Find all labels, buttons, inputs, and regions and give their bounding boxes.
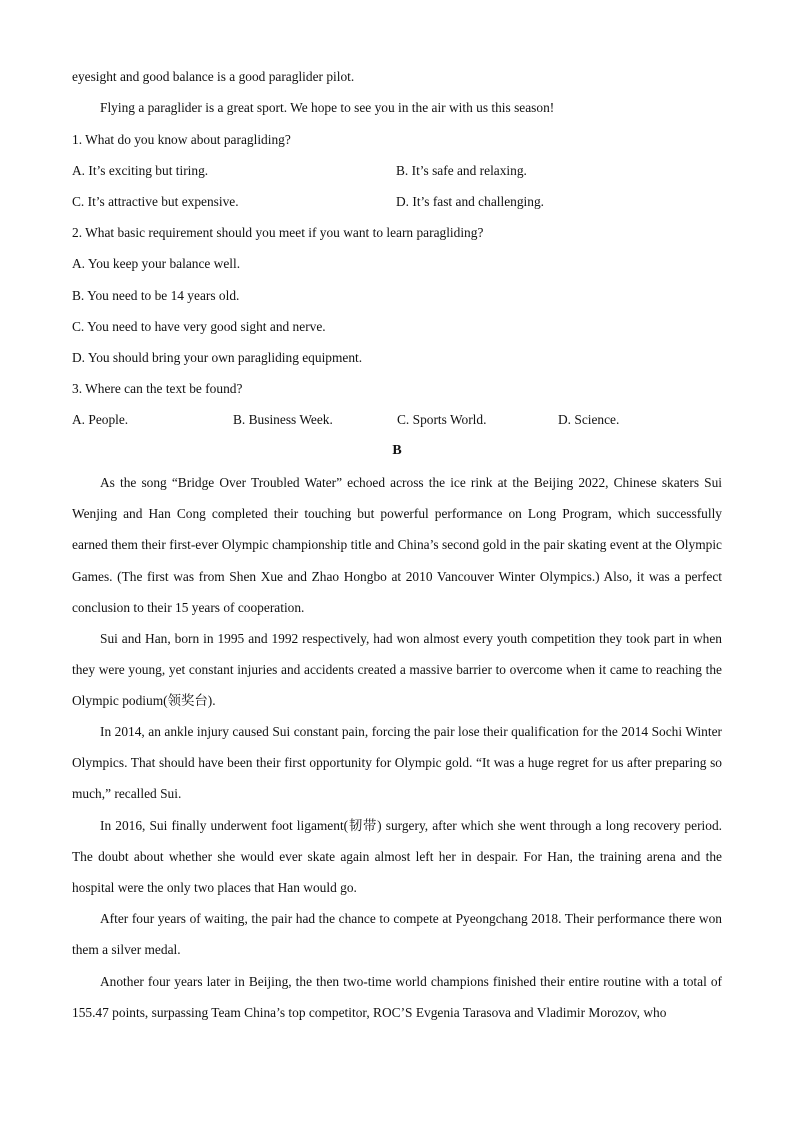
question-3-option-d: D. Science. <box>558 412 620 427</box>
section-b-paragraph-3: In 2014, an ankle injury caused Sui constant pain, forcing the pair lose their qualification for the 2014 Sochi Winter Olympics. That should have been their first opportunity for Olympic gold. “It was a huge regret for us after preparing so much,” recalled Sui. <box>72 724 722 802</box>
section-b-heading: B <box>392 443 402 458</box>
question-2-option-b: B. You need to be 14 years old. <box>72 288 240 303</box>
section-b-paragraph-2: Sui and Han, born in 1995 and 1992 respectively, had won almost every youth competition they took part in when they were young, yet constant injuries and accidents created a massive barrier to overcome when it came to reaching the Olympic podium(领奖台). <box>72 631 722 709</box>
question-3-option-b: B. Business Week. <box>233 412 333 427</box>
question-3-option-a: A. People. <box>72 412 129 427</box>
section-b-paragraph-1: As the song “Bridge Over Troubled Water” echoed across the ice rink at the Beijing 2022, Chinese skaters Sui Wenjing and Han Cong completed their touching but powerful performance on Long Program, which successfully earned them their first-ever Olympic championship title and China’s second gold in the pair skating event at the Olympic Games. (The first was from Shen Xue and Zhao Hongbo at 2010 Vancouver Winter Olympics.) Also, it was a perfect conclusion to their 15 years of cooperation. <box>72 475 722 615</box>
question-3-option-c: C. Sports World. <box>397 412 487 427</box>
question-1-option-c: C. It’s attractive but expensive. <box>72 194 239 209</box>
question-2-option-d: D. You should bring your own paragliding equipment. <box>72 350 363 365</box>
question-2-option-a: A. You keep your balance well. <box>72 256 241 271</box>
question-2-stem: 2. What basic requirement should you meet if you want to learn paragliding? <box>72 225 484 240</box>
intro-line-closing: Flying a paraglider is a great sport. We hope to see you in the air with us this season! <box>100 100 555 115</box>
section-b-paragraph-5: After four years of waiting, the pair had the chance to compete at Pyeongchang 2018. Their performance there won them a silver medal. <box>72 911 722 958</box>
question-1-option-a: A. It’s exciting but tiring. <box>72 163 209 178</box>
question-1-stem: 1. What do you know about paragliding? <box>72 132 291 147</box>
question-1-option-d: D. It’s fast and challenging. <box>396 194 545 209</box>
question-2-option-c: C. You need to have very good sight and nerve. <box>72 319 326 334</box>
question-3-stem: 3. Where can the text be found? <box>72 381 243 396</box>
section-b-paragraph-6: Another four years later in Beijing, the then two-time world champions finished their entire routine with a total of 155.47 points, surpassing Team China’s top competitor, ROC’S Evgenia Tarasova and Vladimir Morozov, who <box>72 974 722 1021</box>
question-1-option-b: B. It’s safe and relaxing. <box>396 163 527 178</box>
intro-line-continuation: eyesight and good balance is a good paraglider pilot. <box>72 69 355 84</box>
section-b-paragraph-4: In 2016, Sui finally underwent foot ligament(韧带) surgery, after which she went through a long recovery period. The doubt about whether she would ever skate again almost left her in despair. For Han, the training arena and the hospital were the only two places that Han would go. <box>72 818 722 896</box>
